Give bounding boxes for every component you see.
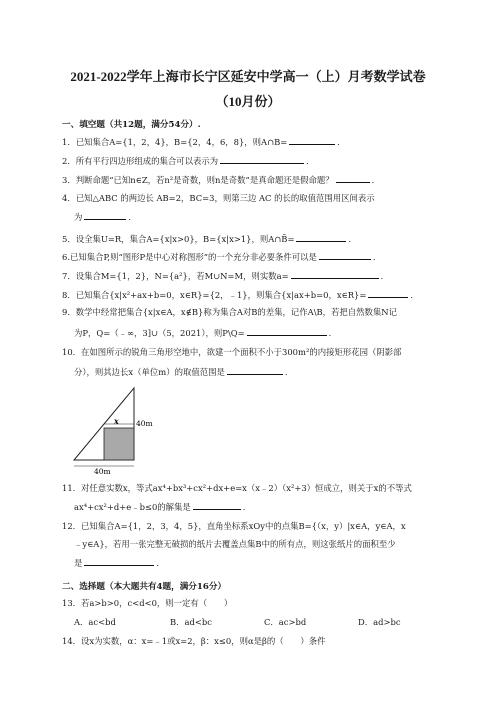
answer-blank: [84, 557, 154, 566]
answer-blank: [247, 327, 327, 336]
question-10-text: 10．在如图所示的锐角三角形空地中，欲建一个面积不小于300m²的内接矩形花园（阴影部: [62, 347, 402, 357]
question-8-text: 8．已知集合{x|x²+ax+b=0，x∈R}={2，﹣1}，则集合{x|ax+b=0，x∈R}=: [62, 290, 367, 300]
answer-blank: [296, 233, 346, 242]
rectangle-garden: [104, 428, 134, 460]
question-6: 6.已知集合P,则“图形P是中心对称图形”的一个充分非必要条件可以是 ．: [62, 252, 382, 262]
question-4-cont: 为 ．: [74, 212, 137, 222]
question-12-text-cont: ﹣y∈A}，若用一张完整无破损的纸片去覆盖点集B中的所有点，则这张纸片的面积至少: [74, 539, 396, 549]
answer-blank: [368, 289, 408, 298]
fig-label-x: x: [114, 416, 119, 426]
question-9-text: 9．数学中经常把集合{x|x∈A，x∉B}称为集合A对B的差集，记作A\B，若把自然数集N记: [62, 307, 398, 317]
question-11-text: 11．对任意实数x，等式ax⁴+bx³+cx²+dx+e=x（x﹣2）（x²+3）恒成立，则关于x的不等式: [62, 483, 412, 493]
question-13-text: 13．若a>b>0，c<d<0，则一定有（ ）: [62, 598, 233, 608]
question-11-text-cont: ax⁴+cx²+d+e﹣b≤0的解集是: [74, 502, 191, 512]
question-11: [62, 483, 412, 494]
question-4-text-cont: 为: [74, 212, 83, 222]
triangle-figure: [70, 384, 170, 476]
option-c: C．ac>bd: [264, 617, 307, 627]
fig-label-side: 40m: [136, 419, 153, 428]
question-14-text: 14．设x为实数，α：x=﹣1或x=2，β：x≤0，则α是β的（ ）条件: [62, 636, 326, 646]
option-d: D．ad>bc: [358, 617, 401, 627]
section-choice-heading: 二、选择题（本大题共有4题，满分16分）: [62, 582, 227, 592]
question-5-text: 5．设全集U=R，集合A={x|x>0}，B={x|x>1}，则A∩B̄=: [62, 234, 295, 244]
answer-blank: [84, 211, 126, 220]
page-title: 2021-2022学年上海市长宁区延安中学高一（上）月考数学试卷: [70, 69, 426, 84]
question-4: [62, 193, 375, 204]
question-12-cont2: 是 ．: [74, 558, 165, 568]
question-9: [62, 307, 397, 318]
question-13: [62, 598, 232, 609]
answer-blank: [319, 251, 371, 260]
question-10: [62, 347, 401, 358]
question-5: 5．设全集U=R，集合A={x|x>0}，B={x|x>1}，则A∩B̄= ．: [62, 234, 357, 244]
section-fill-in-heading: 一、填空题（共12题，满分54分）.: [62, 120, 201, 130]
answer-blank: [291, 270, 379, 279]
answer-blank: [227, 366, 283, 375]
question-7: 7．设集合M={1，2}，N={a²}，若M∪N=M，则实数a= ．: [62, 271, 389, 281]
question-1: 1．已知集合A={1，2，4}，B={2，4，6，8}，则A∩B= ．: [62, 137, 346, 147]
question-9-cont: 为P，Q=（﹣∞，3]∪（5，2021），则P\Q= ．: [74, 328, 338, 338]
question-9-text-cont: 为P，Q=（﹣∞，3]∪（5，2021），则P\Q=: [74, 328, 245, 338]
question-4-text: 4．已知△ABC 的两边长 AB=2，BC=3，则第三边 AC 的长的取值范围用区间表示: [62, 193, 375, 203]
question-14: [62, 636, 325, 647]
answer-blank: [336, 174, 370, 183]
question-6-text: 6.已知集合P,则“图形P是中心对称图形”的一个充分非必要条件可以是: [62, 252, 317, 262]
answer-blank: [220, 155, 304, 164]
question-8: 8．已知集合{x|x²+ax+b=0，x∈R}={2，﹣1}，则集合{x|ax+b=0，x∈R}= ．: [62, 290, 419, 300]
page-subtitle: （10月份）: [215, 94, 281, 109]
question-3-text: 3．判断命题“已知n∈Z，若n²是奇数，则n是奇数”是真命题还是假命题？: [62, 175, 334, 185]
option-a: A．ac<bd: [74, 617, 116, 627]
question-11-cont: ax⁴+cx²+d+e﹣b≤0的解集是 ．: [74, 502, 252, 512]
question-2-text: 2．所有平行四边形组成的集合可以表示为: [62, 156, 219, 166]
question-3: 3．判断命题“已知n∈Z，若n²是奇数，则n是奇数”是真命题还是假命题？ ．: [62, 175, 380, 185]
question-10-text-cont: 分），则其边长x（单位m）的取值范围是: [74, 367, 225, 377]
answer-blank: [289, 136, 335, 145]
question-12-text: 12．已知集合A={1，2，3，4，5}，直角坐标系xOy中的点集B={（x，y）|x∈A，y∈A，x: [62, 521, 406, 531]
question-12-cont: [74, 539, 396, 550]
question-12: [62, 521, 406, 532]
question-1-text: 1．已知集合A={1，2，4}，B={2，4，6，8}，则A∩B=: [62, 137, 288, 147]
question-7-text: 7．设集合M={1，2}，N={a²}，若M∪N=M，则实数a=: [62, 271, 289, 281]
option-b: B．ad<bc: [170, 617, 212, 627]
answer-blank: [193, 501, 241, 510]
question-12-text-cont2: 是: [74, 558, 83, 568]
question-10-cont: 分），则其边长x（单位m）的取值范围是 ．: [74, 367, 294, 377]
fig-label-base: 40m: [94, 467, 111, 476]
question-2: 2．所有平行四边形组成的集合可以表示为 ．: [62, 156, 315, 166]
